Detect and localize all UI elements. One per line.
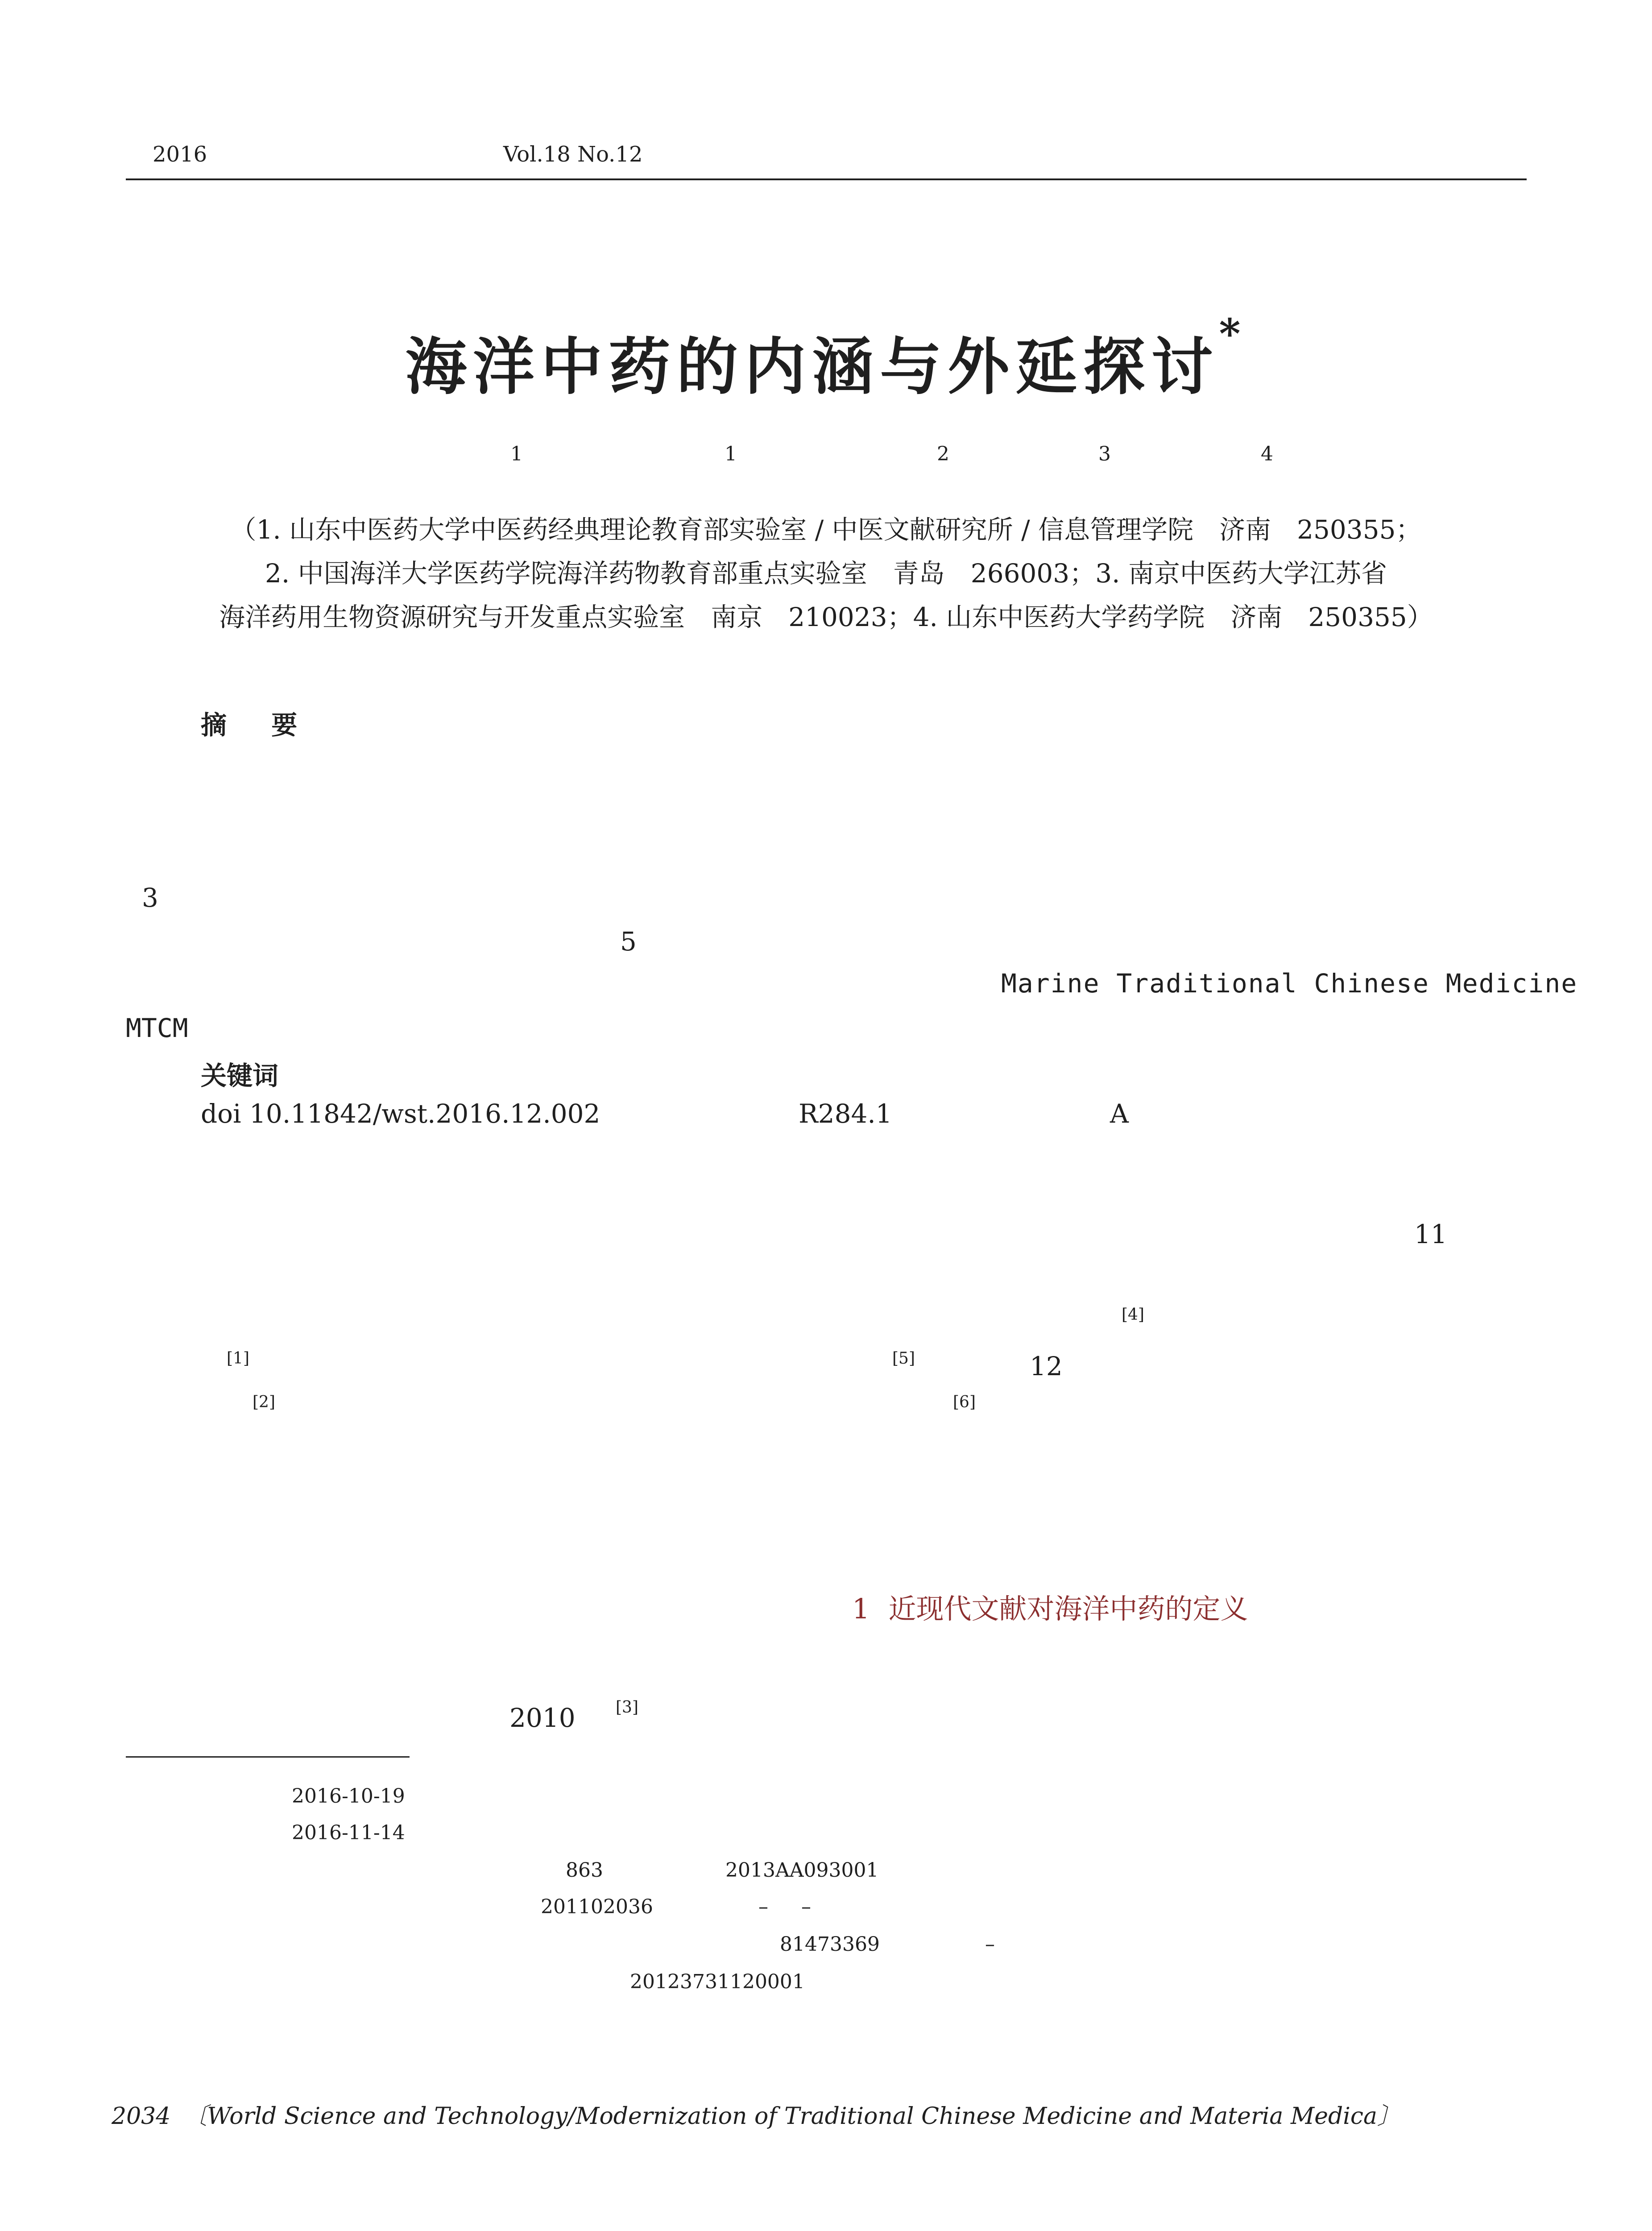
- clc-number: R284.1: [799, 1099, 892, 1129]
- footnote-dash-2: –: [801, 1895, 811, 1918]
- article-title-text: 海洋中药的内涵与外延探讨: [405, 330, 1219, 403]
- body-num-12: 12: [1030, 1351, 1063, 1381]
- footnote-dash-3: –: [985, 1933, 995, 1956]
- footnote-rule: [126, 1756, 410, 1758]
- revised-date: 2016-11-14: [292, 1821, 405, 1844]
- abstract-english-term: Marine Traditional Chinese Medicine: [1001, 968, 1578, 999]
- author-mark-5: 4: [1261, 443, 1273, 465]
- affiliation-line-2: 2. 中国海洋大学医药学院海洋药物教育部重点实验室 青岛 266003；3. 南京中医药大学江苏省: [265, 558, 1387, 589]
- document-code: A: [1110, 1099, 1129, 1129]
- header-volume: Vol.18 No.12: [503, 142, 643, 167]
- body-num-11: 11: [1414, 1219, 1447, 1249]
- author-mark-4: 3: [1098, 443, 1111, 465]
- grant-number-1: 2013AA093001: [725, 1859, 879, 1882]
- footnote-863: 863: [566, 1859, 603, 1882]
- grant-number-2: 201102036: [541, 1895, 653, 1918]
- citation-4: [4]: [1122, 1306, 1144, 1324]
- abstract-label: 摘 要: [201, 710, 315, 740]
- doi: doi 10.11842/wst.2016.12.002: [201, 1099, 600, 1129]
- affiliation-line-1: （1. 山东中医药大学中医药经典理论教育部实验室 / 中医文献研究所 / 信息管理学院 济南 250355；: [230, 514, 1422, 545]
- abstract-num-5: 5: [620, 926, 637, 957]
- affiliation-line-3: 海洋药用生物资源研究与开发重点实验室 南京 210023；4. 山东中医药大学药学院 济南 250355）: [219, 602, 1433, 632]
- received-date: 2016-10-19: [292, 1785, 405, 1808]
- page-footer: [112, 2097, 1400, 2131]
- journal-name: 〔World Science and Technology/Modernization of Traditional Chinese Medicine and Materia Medica〕: [184, 2103, 1401, 2130]
- keywords-label: 关键词: [201, 1061, 279, 1091]
- section-heading-1: [852, 1587, 1248, 1626]
- section-title: 近现代文献对海洋中药的定义: [888, 1592, 1248, 1625]
- citation-5: [5]: [892, 1349, 915, 1368]
- abstract-num-3: 3: [142, 883, 158, 913]
- abstract-abbreviation: MTCM: [126, 1013, 188, 1043]
- article-title: [0, 310, 1652, 406]
- footnote-dash-1: –: [758, 1895, 768, 1918]
- title-footnote-star: *: [1219, 310, 1247, 358]
- citation-2: [2]: [253, 1393, 275, 1411]
- grant-number-3: 20123731120001: [630, 1970, 805, 1993]
- header-year: 2016: [153, 142, 207, 167]
- author-mark-3: 2: [937, 443, 949, 465]
- author-mark-2: 1: [725, 443, 737, 465]
- citation-6: [6]: [953, 1393, 976, 1411]
- page-number: 2034: [112, 2103, 171, 2130]
- citation-1: [1]: [227, 1349, 249, 1368]
- phone-number: 81473369: [780, 1933, 880, 1956]
- section-number: 1: [852, 1592, 870, 1625]
- header-rule: [126, 178, 1527, 180]
- body-year-2010: 2010: [509, 1703, 576, 1733]
- citation-3: [3]: [616, 1698, 638, 1717]
- author-mark-1: 1: [510, 443, 523, 465]
